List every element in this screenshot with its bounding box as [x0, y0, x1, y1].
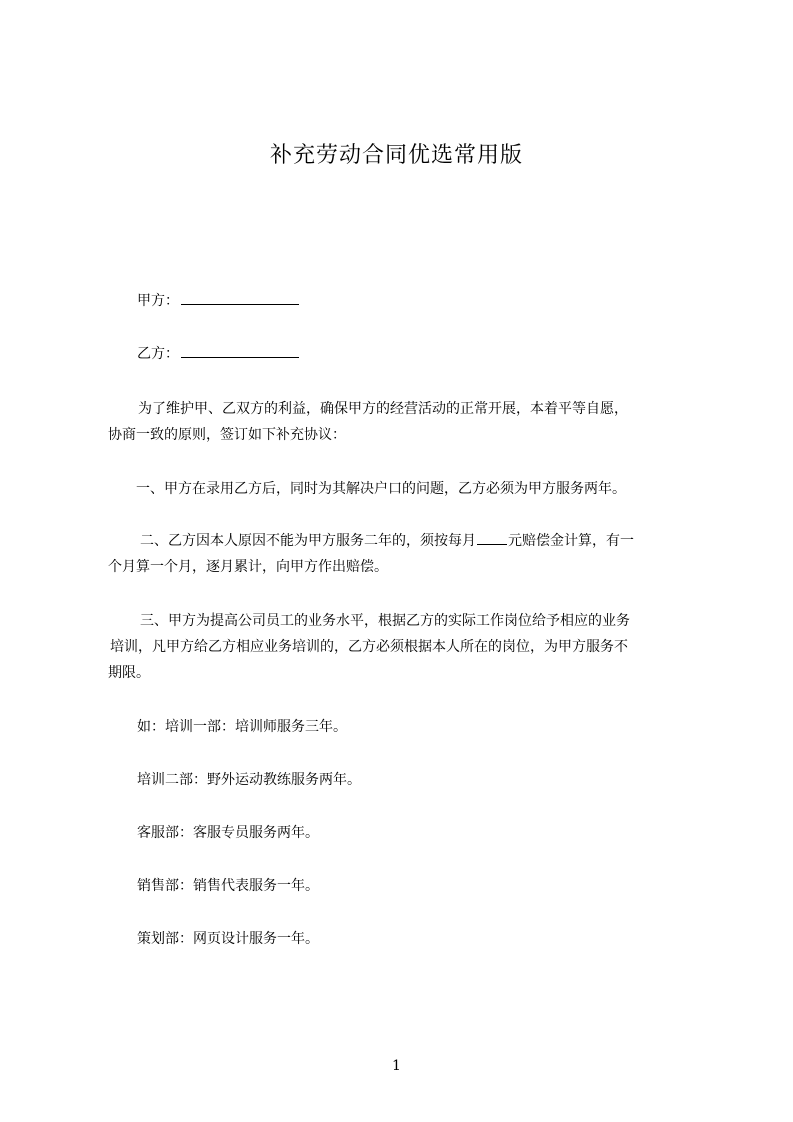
example-item: 客服部：客服专员服务两年。	[137, 825, 319, 841]
party-a-blank	[181, 290, 299, 305]
example-item: 销售部：销售代表服务一年。	[137, 878, 319, 894]
party-b-line	[137, 341, 737, 367]
party-a-line	[137, 288, 737, 314]
intro-line-2: 协商一致的原则，签订如下补充协议：	[108, 427, 346, 443]
clause-2-line-1: 二、乙方因本人原因不能为甲方服务二年的，须按每月 元赔偿金计算，有一	[108, 528, 708, 554]
intro-line-1: 为了维护甲、乙双方的利益，确保甲方的经营活动的正常开展，本着平等自愿，	[138, 401, 628, 417]
intro-paragraph	[108, 396, 708, 448]
document-title: 补充劳动合同优选常用版	[269, 143, 523, 168]
example-item: 培训二部：野外运动教练服务两年。	[137, 772, 361, 788]
page-number: 1	[392, 1058, 401, 1074]
clause-3-line-3: 期限。	[108, 665, 150, 681]
clause-3	[108, 608, 708, 686]
amount-blank	[477, 530, 507, 545]
example-item: 策划部：网页设计服务一年。	[137, 931, 319, 947]
party-b-label: 乙方：	[137, 346, 179, 362]
party-b-blank	[181, 343, 299, 358]
example-item: 如：培训一部：培训师服务三年。	[137, 719, 347, 735]
party-a-label: 甲方：	[137, 293, 179, 309]
clause-1: 一、甲方在录用乙方后，同时为其解决户口的问题，乙方必须为甲方服务两年。	[136, 481, 626, 497]
clause-3-line-1: 三、甲方为提高公司员工的业务水平，根据乙方的实际工作岗位给予相应的业务	[140, 613, 630, 629]
clause-2-line-2: 个月算一个月，逐月累计，向甲方作出赔偿。	[108, 559, 388, 575]
clause-3-line-2: 培训，凡甲方给乙方相应业务培训的，乙方必须根据本人所在的岗位，为甲方服务不	[110, 639, 628, 655]
clause-2	[108, 528, 708, 580]
